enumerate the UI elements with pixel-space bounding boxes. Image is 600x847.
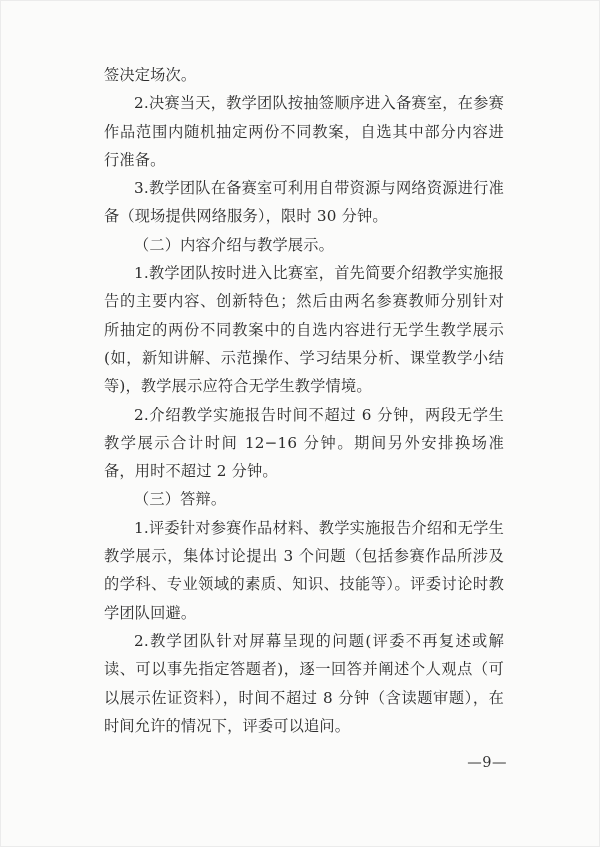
paragraph-preparation-room: 3.教学团队在备赛室可利用自带资源与网络资源进行准备（现场提供网络服务），限时 30 分钟。 — [104, 179, 504, 226]
paragraph-time-limits: 2.介绍教学实施报告时间不超过 6 分钟，两段无学生教学展示合计时间 12−16 分钟。期间另外安排换场准备，用时不超过 2 分钟。 — [104, 405, 504, 481]
paragraph-continuation: 签决定场次。 — [104, 66, 197, 84]
paragraph-judges-questions: 1.评委针对参赛作品材料、教学实施报告介绍和无学生教学展示，集体讨论提出 3 个问题（包括参赛作品所涉及的学科、专业领域的素质、知识、技能等）。评委讨论时教学团队回避。 — [104, 518, 504, 622]
paragraph-team-answers: 2.教学团队针对屏幕呈现的问题(评委不再复述或解读、可以事先指定答题者)，逐一回答并阐述个人观点（可以展示佐证资料），时间不超过 8 分钟（含读题审题），在时间允许的情况下，评委可以追问。 — [104, 631, 504, 735]
section-heading-defense: （三）答辩。 — [134, 490, 227, 509]
paragraph-final-day: 2.决赛当天，教学团队按抽签顺序进入备赛室，在参赛作品范围内随机抽定两份不同教案，自选其中部分内容进行准备。 — [104, 94, 504, 169]
paragraph-enter-competition-room: 1.教学团队按时进入比赛室，首先简要介绍教学实施报告的主要内容、创新特色；然后由两名参赛教师分别针对所抽定的两份不同教案中的自选内容进行无学生教学展示(如，新知讲解、示范操作、学习结果分析、课堂教学小结等)，教学展示应符合无学生教学情境。 — [104, 264, 504, 396]
document-body — [104, 61, 504, 740]
page-number: —9— — [467, 755, 507, 771]
section-heading-content-introduction: （二）内容介绍与教学展示。 — [134, 235, 335, 254]
